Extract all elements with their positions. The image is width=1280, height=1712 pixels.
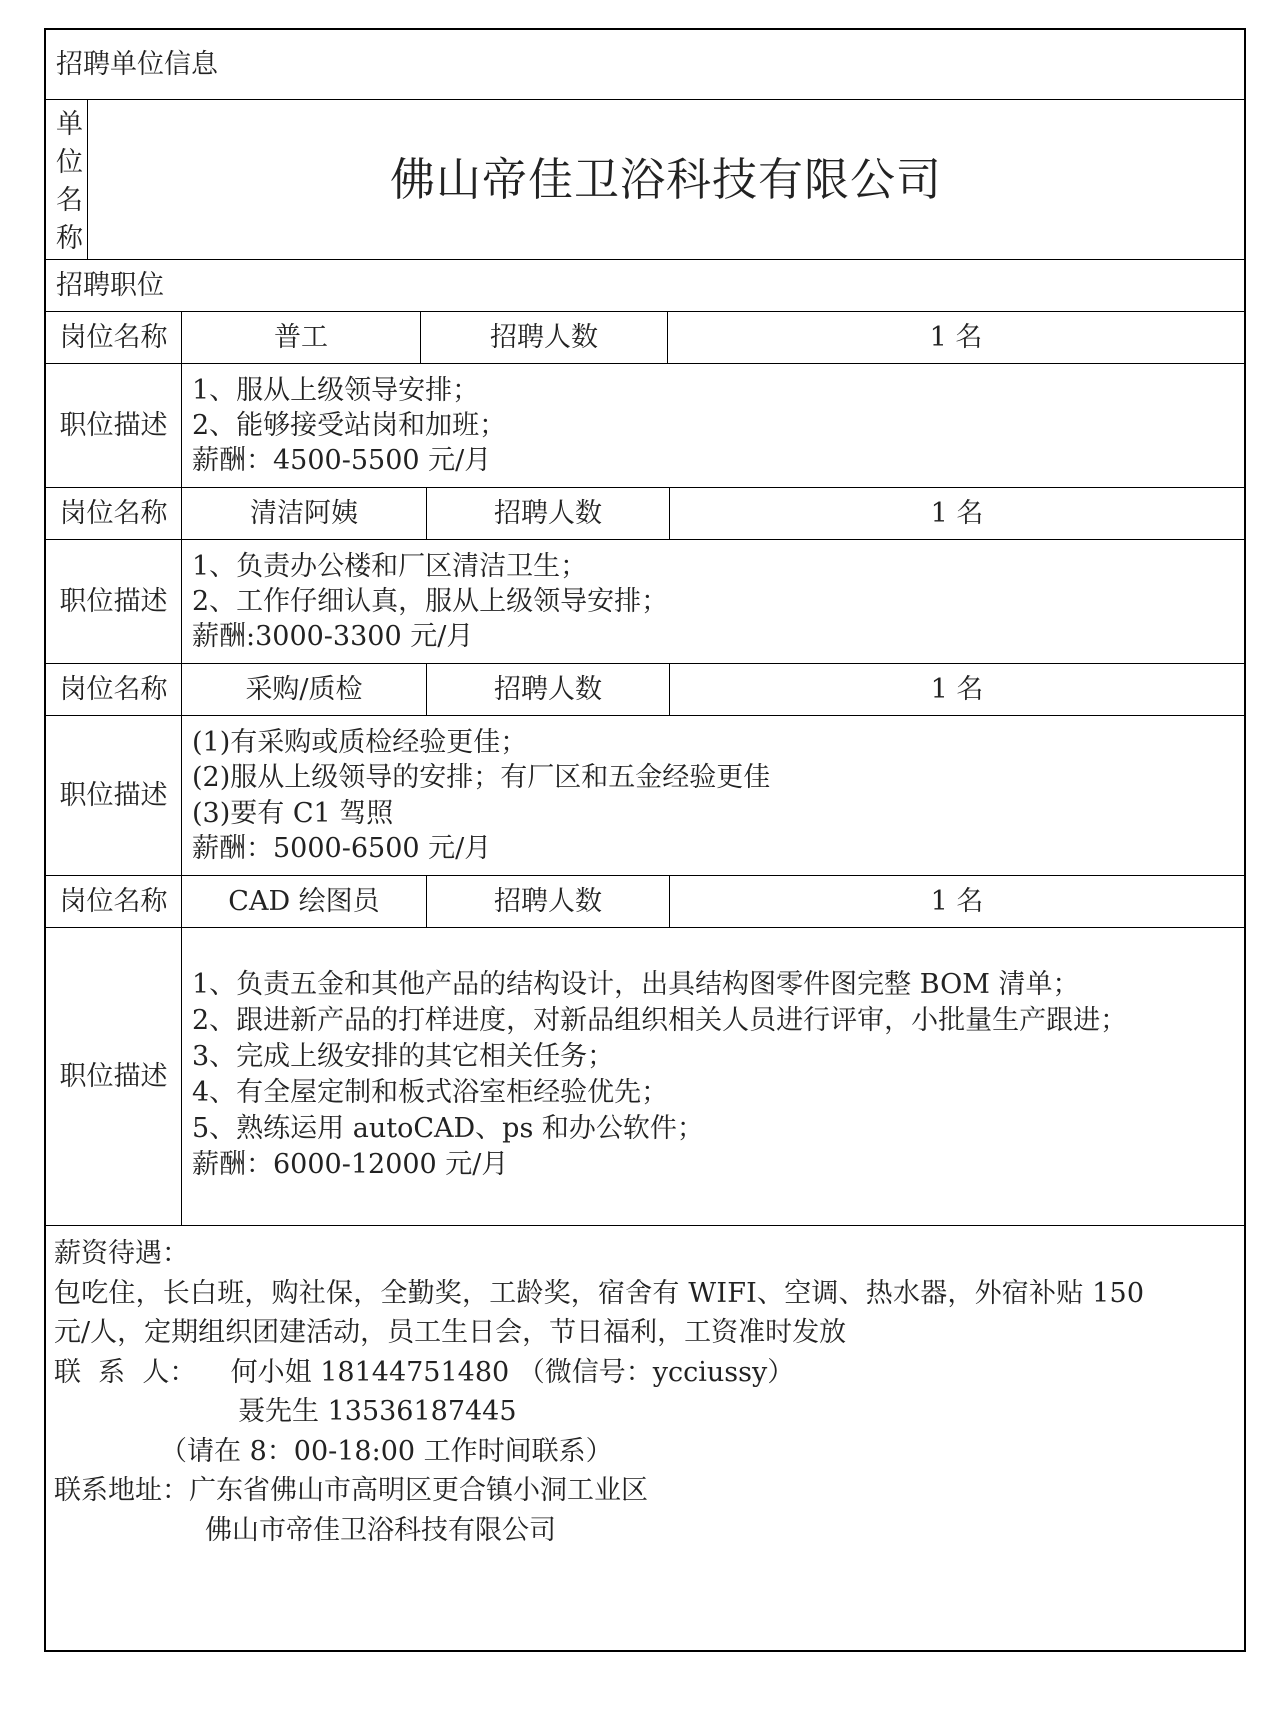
contact-hours: （请在 8：00-18:00 工作时间联系）	[160, 1435, 613, 1467]
desc-line: (3)要有 C1 驾照	[192, 797, 394, 829]
benefits-line: 包吃住，长白班，购社保，全勤奖，工龄奖，宿舍有 WIFI、空调、热水器，外宿补贴 150	[54, 1277, 1145, 1309]
desc-line: 2、工作仔细认真，服从上级领导安排；	[192, 586, 669, 617]
headcount-label: 招聘人数	[427, 488, 670, 539]
job-desc	[182, 716, 1244, 875]
job-desc-row	[46, 716, 1244, 876]
headcount-value: 1 名	[929, 321, 983, 353]
job-desc-label: 职位描述	[46, 928, 182, 1225]
desc-line: 2、跟进新产品的打样进度，对新品组织相关人员进行评审，小批量生产跟进；	[192, 1004, 1128, 1036]
benefits-line: 元/人，定期组织团建活动，员工生日会，节日福利，工资准时发放	[54, 1317, 847, 1348]
desc-line: 1、负责办公楼和厂区清洁卫生；	[192, 551, 588, 582]
job-header-row	[46, 664, 1244, 716]
job-desc-row	[46, 364, 1244, 488]
headcount-label: 招聘人数	[421, 312, 668, 363]
company-info-header	[46, 30, 1244, 100]
desc-line: 1、服从上级领导安排；	[192, 375, 480, 406]
job-header-row	[46, 876, 1244, 928]
job-name: 采购/质检	[182, 664, 427, 715]
salary-line: 薪酬：6000-12000 元/月	[192, 1148, 509, 1180]
job-desc-label: 职位描述	[46, 540, 182, 663]
company-label-char: 单	[56, 109, 83, 140]
headcount-value: 1 名	[930, 673, 984, 705]
headcount-value: 1 名	[930, 885, 984, 917]
job-desc	[182, 928, 1244, 1225]
job-desc	[182, 364, 1244, 487]
address-line: 联系地址：广东省佛山市高明区更合镇小洞工业区	[54, 1475, 648, 1506]
desc-line: 3、完成上级安排的其它相关任务；	[192, 1040, 615, 1072]
company-label-char: 称	[56, 223, 83, 254]
desc-line: 1、负责五金和其他产品的结构设计，出具结构图零件图完整 BOM 清单；	[192, 968, 1080, 1000]
benefits-notes	[46, 1226, 1244, 1650]
benefits-title: 薪资待遇：	[54, 1238, 189, 1269]
job-name-label: 岗位名称	[46, 664, 182, 715]
job-name: 清洁阿姨	[182, 488, 427, 539]
company-label-char: 位	[56, 147, 83, 178]
contact-line: 联 系 人： 何小姐 18144751480 （微信号：ycciussy）	[54, 1356, 795, 1388]
company-label-char: 名	[56, 185, 83, 216]
salary-line: 薪酬：4500-5500 元/月	[192, 445, 492, 476]
job-desc-row	[46, 540, 1244, 664]
job-desc-label: 职位描述	[46, 364, 182, 487]
company-name: 佛山帝佳卫浴科技有限公司	[389, 153, 942, 206]
job-header-row	[46, 312, 1244, 364]
company-name-label	[46, 100, 88, 259]
desc-line: (1)有采购或质检经验更佳；	[192, 726, 528, 758]
job-name: 普工	[182, 312, 421, 363]
salary-line: 薪酬：5000-6500 元/月	[192, 833, 492, 864]
desc-line: 4、有全屋定制和板式浴室柜经验优先；	[192, 1076, 669, 1108]
address-line: 佛山市帝佳卫浴科技有限公司	[205, 1514, 556, 1546]
desc-line: 5、熟练运用 autoCAD、ps 和办公软件；	[192, 1112, 704, 1144]
headcount-label: 招聘人数	[427, 664, 670, 715]
job-name-label: 岗位名称	[46, 312, 182, 363]
recruitment-form	[44, 28, 1246, 1652]
benefits-section	[46, 1226, 1244, 1650]
job-name-label: 岗位名称	[46, 488, 182, 539]
job-header-row	[46, 488, 1244, 540]
contact-line: 聂先生 13536187445	[238, 1396, 517, 1427]
job-desc-label: 职位描述	[46, 716, 182, 875]
company-name-row	[46, 100, 1244, 260]
company-info-title: 招聘单位信息	[56, 48, 218, 80]
positions-title: 招聘职位	[56, 269, 164, 301]
job-name-label: 岗位名称	[46, 876, 182, 927]
headcount-value: 1 名	[930, 497, 984, 529]
job-desc-row	[46, 928, 1244, 1226]
desc-line: (2)服从上级领导的安排；有厂区和五金经验更佳	[192, 762, 771, 793]
desc-line: 2、能够接受站岗和加班；	[192, 410, 507, 441]
job-desc	[182, 540, 1244, 663]
salary-line: 薪酬:3000-3300 元/月	[192, 621, 474, 652]
headcount-label: 招聘人数	[427, 876, 670, 927]
positions-header	[46, 260, 1244, 312]
job-name: CAD 绘图员	[182, 876, 427, 927]
